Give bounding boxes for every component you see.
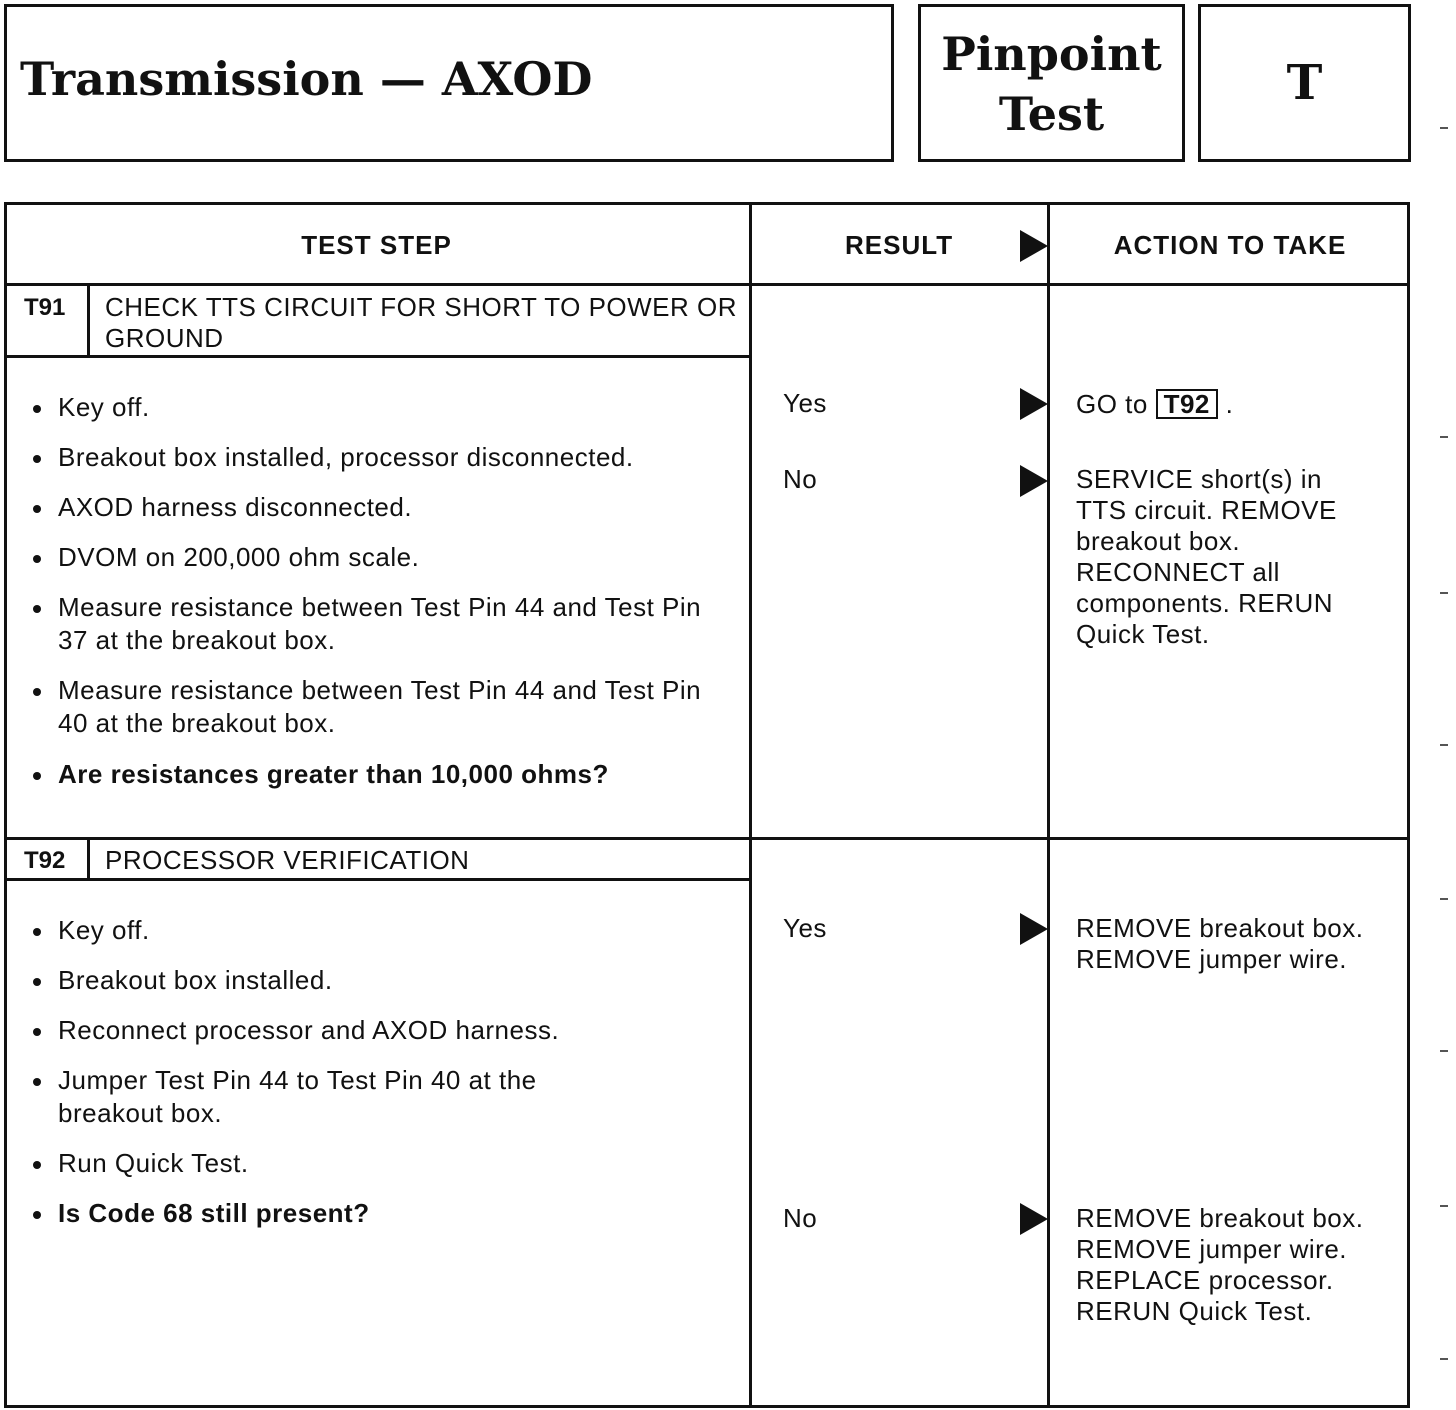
bullet-icon [33, 1028, 41, 1036]
pinpoint-test-label [918, 24, 1185, 144]
step-instruction: Breakout box installed. [58, 965, 333, 995]
margin-tick [1440, 1050, 1448, 1052]
column-header-test-step: TEST STEP [301, 230, 452, 260]
margin-tick [1440, 592, 1448, 594]
margin-tick [1440, 127, 1448, 129]
arrow-right-icon [1020, 465, 1048, 497]
action-go-to-text: GO to [1076, 389, 1148, 419]
step-instruction: DVOM on 200,000 ohm scale. [58, 542, 420, 572]
step-id-divider [87, 283, 90, 357]
margin-tick [1440, 744, 1448, 746]
bullet-icon [33, 1211, 41, 1219]
page-title: Transmission — AXOD [20, 52, 593, 106]
arrow-right-icon [1020, 388, 1048, 420]
step-instruction: Run Quick Test. [58, 1148, 249, 1178]
bullet-icon [33, 978, 41, 986]
result-yes: Yes [783, 913, 827, 943]
column-divider-result [749, 202, 752, 1408]
step-title-underline [4, 878, 751, 881]
action-go-to [1076, 388, 1233, 421]
step-divider [4, 837, 1410, 840]
step-question: Are resistances greater than 10,000 ohms? [58, 759, 609, 789]
pinpoint-line-2: Test [998, 87, 1105, 141]
bullet-icon [33, 928, 41, 936]
step-instruction: Breakout box installed, processor disconnected. [58, 442, 634, 472]
step-title-underline [4, 355, 751, 358]
bullet-icon [33, 772, 41, 780]
action-text: REMOVE breakout box. REMOVE jumper wire. REPLACE processor. RERUN Quick Test. [1076, 1203, 1364, 1326]
bullet-icon [33, 505, 41, 513]
pinpoint-line-1: Pinpoint [941, 27, 1162, 81]
column-header-result: RESULT [845, 230, 954, 260]
bullet-icon [33, 1078, 41, 1086]
result-yes: Yes [783, 388, 827, 418]
step-id-divider [87, 837, 90, 880]
bullet-icon [33, 688, 41, 696]
step-instruction: Key off. [58, 915, 150, 945]
step-instruction: Jumper Test Pin 44 to Test Pin 40 at the breakout box. [58, 1065, 537, 1128]
header-row-divider [4, 283, 1410, 286]
bullet-icon [33, 605, 41, 613]
step-instruction: Measure resistance between Test Pin 44 and Test Pin 37 at the breakout box. [58, 592, 702, 655]
step-title: CHECK TTS CIRCUIT FOR SHORT TO POWER OR GROUND [105, 292, 738, 353]
margin-tick [1440, 1358, 1448, 1360]
step-instruction: Reconnect processor and AXOD harness. [58, 1015, 560, 1045]
bullet-icon [33, 555, 41, 563]
margin-tick [1440, 898, 1448, 900]
column-header-action: ACTION TO TAKE [1113, 230, 1347, 260]
bullet-icon [33, 1161, 41, 1169]
section-letter: T [1286, 55, 1323, 111]
margin-tick [1440, 436, 1448, 438]
step-instruction: Measure resistance between Test Pin 44 and Test Pin 40 at the breakout box. [58, 675, 702, 738]
step-instruction: AXOD harness disconnected. [58, 492, 413, 522]
arrow-right-icon [1020, 230, 1048, 262]
margin-tick [1440, 1205, 1448, 1207]
bullet-icon [33, 405, 41, 413]
action-text: SERVICE short(s) in TTS circuit. REMOVE breakout box. RECONNECT all components. RERUN Quick Test. [1076, 464, 1337, 649]
step-id: T91 [24, 294, 66, 321]
step-id: T92 [24, 847, 66, 874]
step-title: PROCESSOR VERIFICATION [105, 845, 470, 875]
bullet-icon [33, 455, 41, 463]
step-reference-link[interactable]: T92 [1156, 389, 1218, 419]
result-no: No [783, 464, 818, 494]
arrow-right-icon [1020, 1203, 1048, 1235]
step-instruction: Key off. [58, 392, 150, 422]
arrow-right-icon [1020, 913, 1048, 945]
action-go-to-suffix: . [1225, 389, 1234, 419]
result-no: No [783, 1203, 818, 1233]
action-text: REMOVE breakout box. REMOVE jumper wire. [1076, 913, 1364, 974]
step-question: Is Code 68 still present? [58, 1198, 370, 1228]
